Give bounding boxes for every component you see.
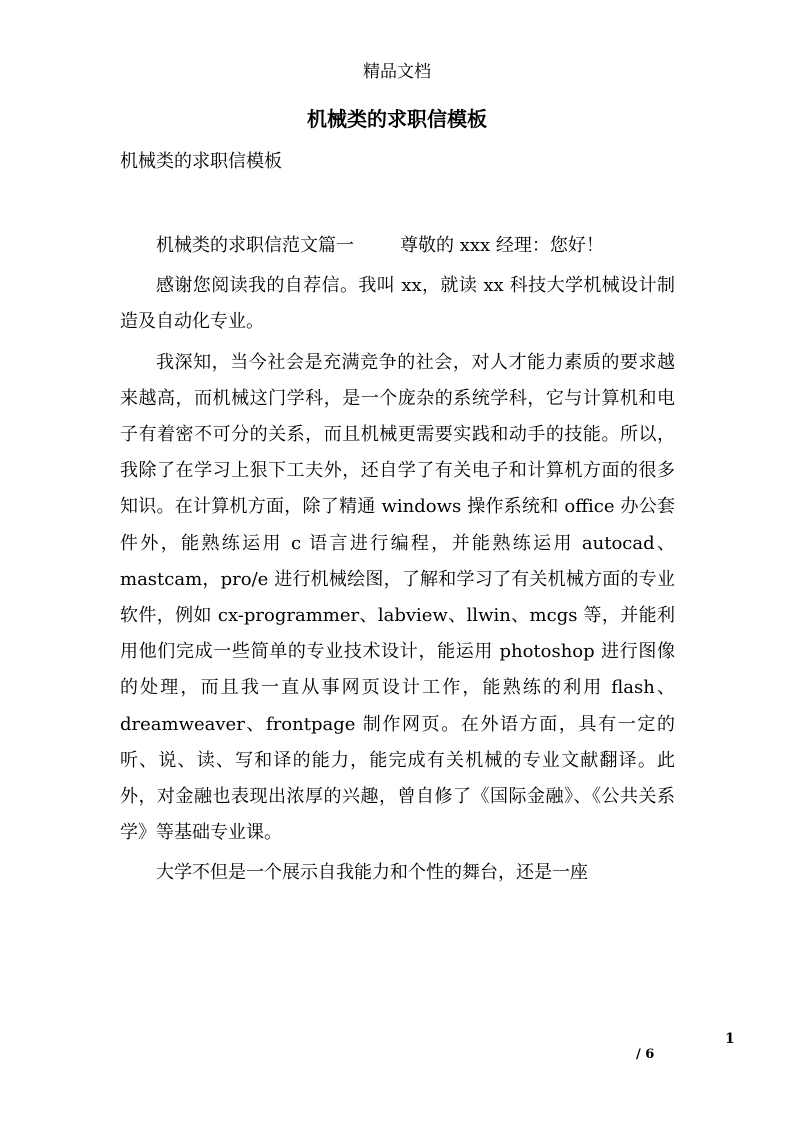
paragraph-skills: 我深知，当今社会是充满竞争的社会，对人才能力素质的要求越来越高，而机械这门学科，是一个庞杂的系统学科，它与计算机和电子有着密不可分的关系，而且机械更需要实践和动手的技能。所以，我除了在学习上狠下工夫外，还自学了有关电子和计算机方面的很多知识。在计算机方面，除了精通 windows 操作系统和 office 办公套件外，能熟练运用 c 语言进行编程，并能熟练运用 autocad、mastcam，pro/e 进行机械绘图，了解和学习了有关机械方面的专业软件，例如 cx-programmer、labview、llwin、mcgs 等，并能利用他们完成一些简单的专业技术设计，能运用 photoshop 进行图像的处理，而且我一直从事网页设计工作，能熟练的利用 flash、dreamweaver、frontpage 制作网页。在外语方面，具有一定的听、说、读、写和译的能力，能完成有关机械的专业文献翻译。此外，对金融也表现出浓厚的兴趣，曾自修了《国际金融》、《公共关系学》等基础专业课。 [120,351,675,844]
greeting-salutation: 尊敬的 xxx 经理：您好！ [400,235,604,256]
page-number: 1 [725,1031,735,1047]
header-label: 精品文档 [363,62,431,82]
document-body [120,228,675,896]
document-subtitle: 机械类的求职信模板 [120,151,282,172]
paragraph-university: 大学不但是一个展示自我能力和个性的舞台，还是一座 [156,862,588,884]
paragraph-introduction: 感谢您阅读我的自荐信。我叫 xx，就读 xx 科技大学机械设计制造及自动化专业。 [120,275,675,333]
paragraph-greeting [120,228,675,264]
greeting-heading: 机械类的求职信范文篇一 [156,235,354,256]
page-total: / 6 [636,1047,655,1062]
document-title: 机械类的求职信模板 [307,107,487,131]
